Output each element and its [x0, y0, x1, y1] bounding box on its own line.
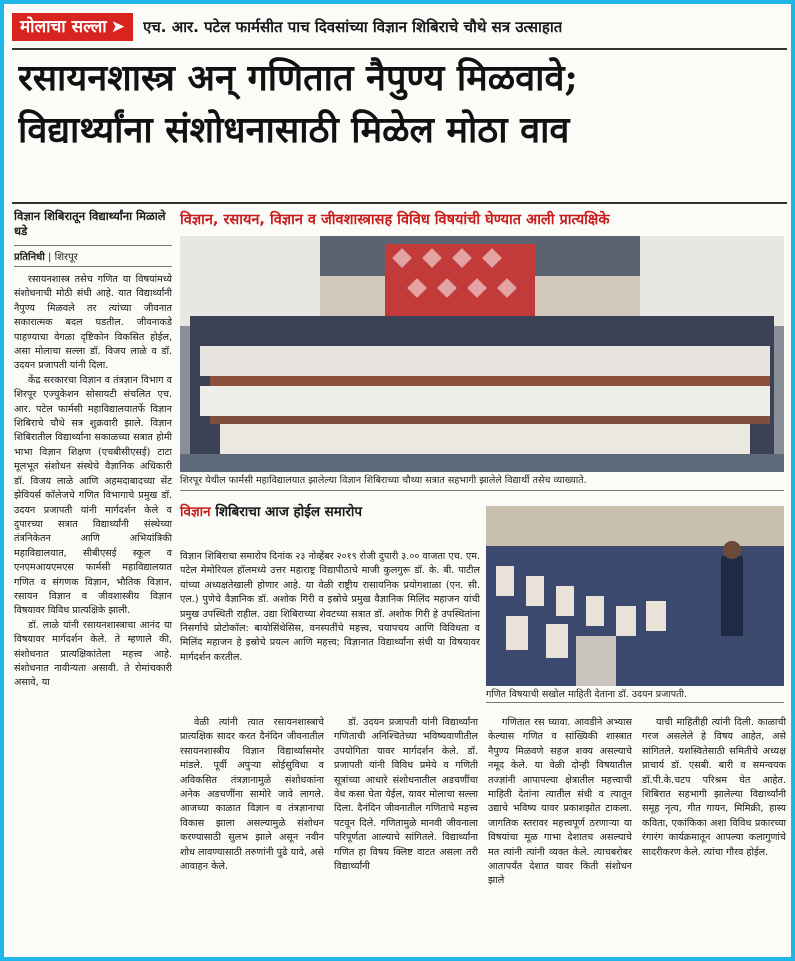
- bottom-column: [488, 716, 632, 946]
- headline-line-1: रसायनशास्त्र अन् गणितात नैपुण्य मिळवावे;: [18, 57, 578, 99]
- kicker-tag-label: मोलाचा सल्ला: [20, 17, 107, 37]
- headline-line-2: विद्यार्थ्यांना संशोधनासाठी मिळेल मोठा वाव: [18, 109, 570, 151]
- photo-caption: शिरपूर येथील फार्मसी महाविद्यालयात झालेल्या विज्ञान शिबिराच्या चौथ्या सत्रात सहभागी झालेले विद्यार्थी तसेच व्याख्याते.: [180, 474, 784, 491]
- sidebar-text: [14, 273, 172, 691]
- bottom-columns: [180, 716, 786, 946]
- bottom-paragraph: गणितात रस घ्यावा. आवडीने अभ्यास केल्यास गणित व सांख्यिकी शास्त्रात नैपुण्य मिळवणे सहज शक्य असल्याचे नमूद केले. या वेळी दोन्ही विषयातील तज्ज्ञांनी आपापल्या क्षेत्रातील महत्त्वाची माहिती देतांना त्यातील संधी व त्यातून उद्याचे भविष्य यावर प्रकाशझोत टाकला. जागतिक स्तरावर महत्त्वपूर्ण ठरणाऱ्या या विषयांचा मूळ गाभा देशातच असल्याचे मत त्यांनी त्यांनी व्यक्त केले. त्याचबरोबर आतापर्यंत देशात यावर किती संशोधन झाले: [488, 717, 632, 887]
- bottom-paragraph: वेळी त्यांनी त्यात रसायनशास्त्राचे प्रात्यक्षिक सादर करत दैनंदिन जीवनातील रसायनशास्त्रीय विज्ञान विद्यार्थ्यांसमोर मांडले. पूर्वी अपुऱ्या सोईसुविधा व अविकसित तंत्रज्ञानामुळे संशोधकांना अनेक अडचणींना सामोरे जावे लागले. आजच्या काळात विज्ञान व तंत्रज्ञानाचा विकास झाला असल्यामुळे संशोधन करण्यासाठी सुलभ झाले असून नवीन शोध लावण्यासाठी तरुणांनी पुढे यावे, असे आवाहन केले.: [180, 717, 324, 873]
- group-photo-illustration: [180, 236, 784, 472]
- bottom-column: [642, 716, 786, 946]
- bottom-column: [180, 716, 324, 946]
- headline-rule: [12, 202, 787, 204]
- main-headline: [18, 52, 788, 156]
- bottom-paragraph: याची माहितीही त्यांनी दिली. काळाची गरज असलेले हे विषय आहेत, असे सांगितले. यशस्वितेसाठी समितीचे अध्यक्ष प्राचार्य डॉ. एसबी. बारी व समन्वयक डॉ.पी.के.चटप परिश्रम घेत आहेत. शिबिरात सहभागी झालेल्या विद्यार्थ्यांनी समूह नृत्य, गीत गायन, मिमिक्री, हास्य कविता, एकांकिका अशा विविध प्रकारच्या रंगारंग कार्यक्रमातून आपल्या कलागुणांचे सादरीकरण केले. त्यांचा गौरव होईल.: [642, 717, 786, 858]
- sub-headline-red: विज्ञान: [180, 504, 211, 520]
- sub-article-headline: [180, 502, 480, 520]
- sidebar-headline: विज्ञान शिबिरातून विद्यार्थ्यांना मिळाले धडे: [14, 209, 166, 238]
- kicker-tag: [12, 13, 133, 41]
- byline-label: प्रतिनिधी: [14, 252, 45, 263]
- kicker-text: एच. आर. पटेल फार्मसीत पाच दिवसांच्या विज्ञान शिबिराचे चौथे सत्र उत्साहात: [142, 18, 563, 36]
- sidebar-paragraph: डॉ. लाळे यांनी रसायनशास्त्राचा आनंद या विषयावर मार्गदर्शन केले. ते म्हणाले की, संशोधनात प्रात्यक्षिकांतेला महत्त्व आहे. संशोधनात नावीन्यता असावी. ते रोमांचकारी असावे, या: [14, 619, 172, 689]
- hall-photo: [486, 506, 784, 686]
- kicker-row: [12, 10, 787, 44]
- hall-photo-illustration: [486, 506, 784, 686]
- hall-photo-caption: गणित विषयाची सखोल माहिती देताना डॉ. उदयन प्रजापती.: [486, 688, 784, 703]
- sidebar-paragraph: रसायनशास्त्र तसेच गणित या विषयांमध्ये संशोधनाची मोठी संधी आहे. यात विद्यार्थ्यांनी नैपुण्य मिळवले तर त्यांच्या जीवनात सकारात्मक बदल घडतील. जीवनाकडे पाहण्याचा वेगळा दृष्टिकोन विकसित होईल, असा मोलाचा सल्ला डॉ. विजय लाळे व डॉ. उदयन प्रजापती यांनी दिला.: [14, 274, 172, 372]
- byline-place: शिरपूर: [54, 252, 78, 263]
- photo-headline: विज्ञान, रसायन, विज्ञान व जीवशास्त्रासह विविध विषयांची घेण्यात आली प्रात्यक्षिके: [180, 212, 610, 228]
- sub-headline-rest: शिबिराचा आज होईल समारोप: [210, 504, 363, 520]
- bottom-paragraph: डॉ. उदयन प्रजापती यांनी विद्यार्थ्यांना गणिताची अनिश्चितेच्या भविष्यवाणीतील उपयोगिता यावर मार्गदर्शन केले. डॉ. प्रजापती यांनी विविध प्रमेये व गणिती सूत्रांच्या आधारे संशोधनातील अडचणींचा वेध कसा घेता येईल, यावर मोलाचा सल्ला दिला. दैनंदिन जीवनातील गणिताचे महत्त्व पटवून दिले. गणितामुळे मानवी जीवनाला परिपूर्णता आल्याचे सांगितले. विद्यार्थ्यांना गणित हा विषय क्लिष्ट वाटत असला तरी विद्यार्थ्यांनी: [334, 717, 478, 873]
- arrow-right-icon: ➤: [110, 17, 125, 37]
- sidebar-paragraph: केंद्र सरकारचा विज्ञान व तंत्रज्ञान विभाग व शिरपूर एज्युकेशन सोसायटी संचलित एच. आर. पटेल फार्मसी महाविद्यालयातर्फे विज्ञान शिबिराचे चौथे सत्र शुक्रवारी झाले. विज्ञान शिबिरातील विद्यार्थ्यांना सकाळच्या सत्रात होमी भाभा विज्ञान शिक्षण (एचबीसीएसई) टाटा मूलभूत संशोधन संस्थेचे वैज्ञानिक अधिकारी डॉ. विजय लाळे आणि अहमदाबादच्या सेंट झेवियर्स कॉलेजचे गणित विभागाचे प्रमुख डॉ. उदयन प्रजापती यांनी मार्गदर्शन केले व दुपारच्या सत्रात विद्यार्थ्यांनी संस्थेच्या तंत्रनिकेतन आणि अभियांत्रिकी महाविद्यालयात, सीबीएसई स्कूल व एनएमआयएमएस फार्मसी महाविद्यालयात गणित व संगणक विज्ञान, भौतिक विज्ञान, रसायन विज्ञान व जीवशास्त्रीय विज्ञान विषयावर विविध प्रात्यक्षिके झाली.: [14, 374, 172, 617]
- bottom-column: [334, 716, 478, 946]
- group-photo: [180, 236, 784, 472]
- sidebar-column: [14, 209, 172, 949]
- byline: प्रतिनिधी | शिरपूर: [14, 245, 172, 267]
- top-rule: [12, 48, 787, 50]
- sub-article-text: विज्ञान शिबिराचा समारोप दिनांक २३ नोव्हेंबर २०१९ रोजी दुपारी ३.०० वाजता एच. एम. पटेल मेमोरियल हॉलमध्ये उत्तर महाराष्ट्र विद्यापीठाचे माजी कुलगुरू डॉ. के. बी. पाटील यांच्या अध्यक्षतेखाली होणार आहे. या वेळी राष्ट्रीय रासायनिक प्रयोगशाळा (एन. सी. एल.) पुणेचे वैज्ञानिक डॉ. अशोक गिरी व इस्रोचे प्रमुख वैज्ञानिक मिलिंद महाजन यांची प्रमुख उपस्थिती राहील. उद्या शिबिराच्या शेवटच्या सत्रात डॉ. अशोक गिरी हे उपस्थितांना निसर्गाचे प्रोटोकॉल: बायोसिंथेसिस, वनस्पतींचे महत्त्व, चयापचय आणि विविधता व मिलिंद महाजन हे इस्रोचे प्रयत्न आणि महत्त्व; विज्ञानात विद्यार्थ्यांना संधी या विषयावर मार्गदर्शन करतील.: [180, 551, 480, 663]
